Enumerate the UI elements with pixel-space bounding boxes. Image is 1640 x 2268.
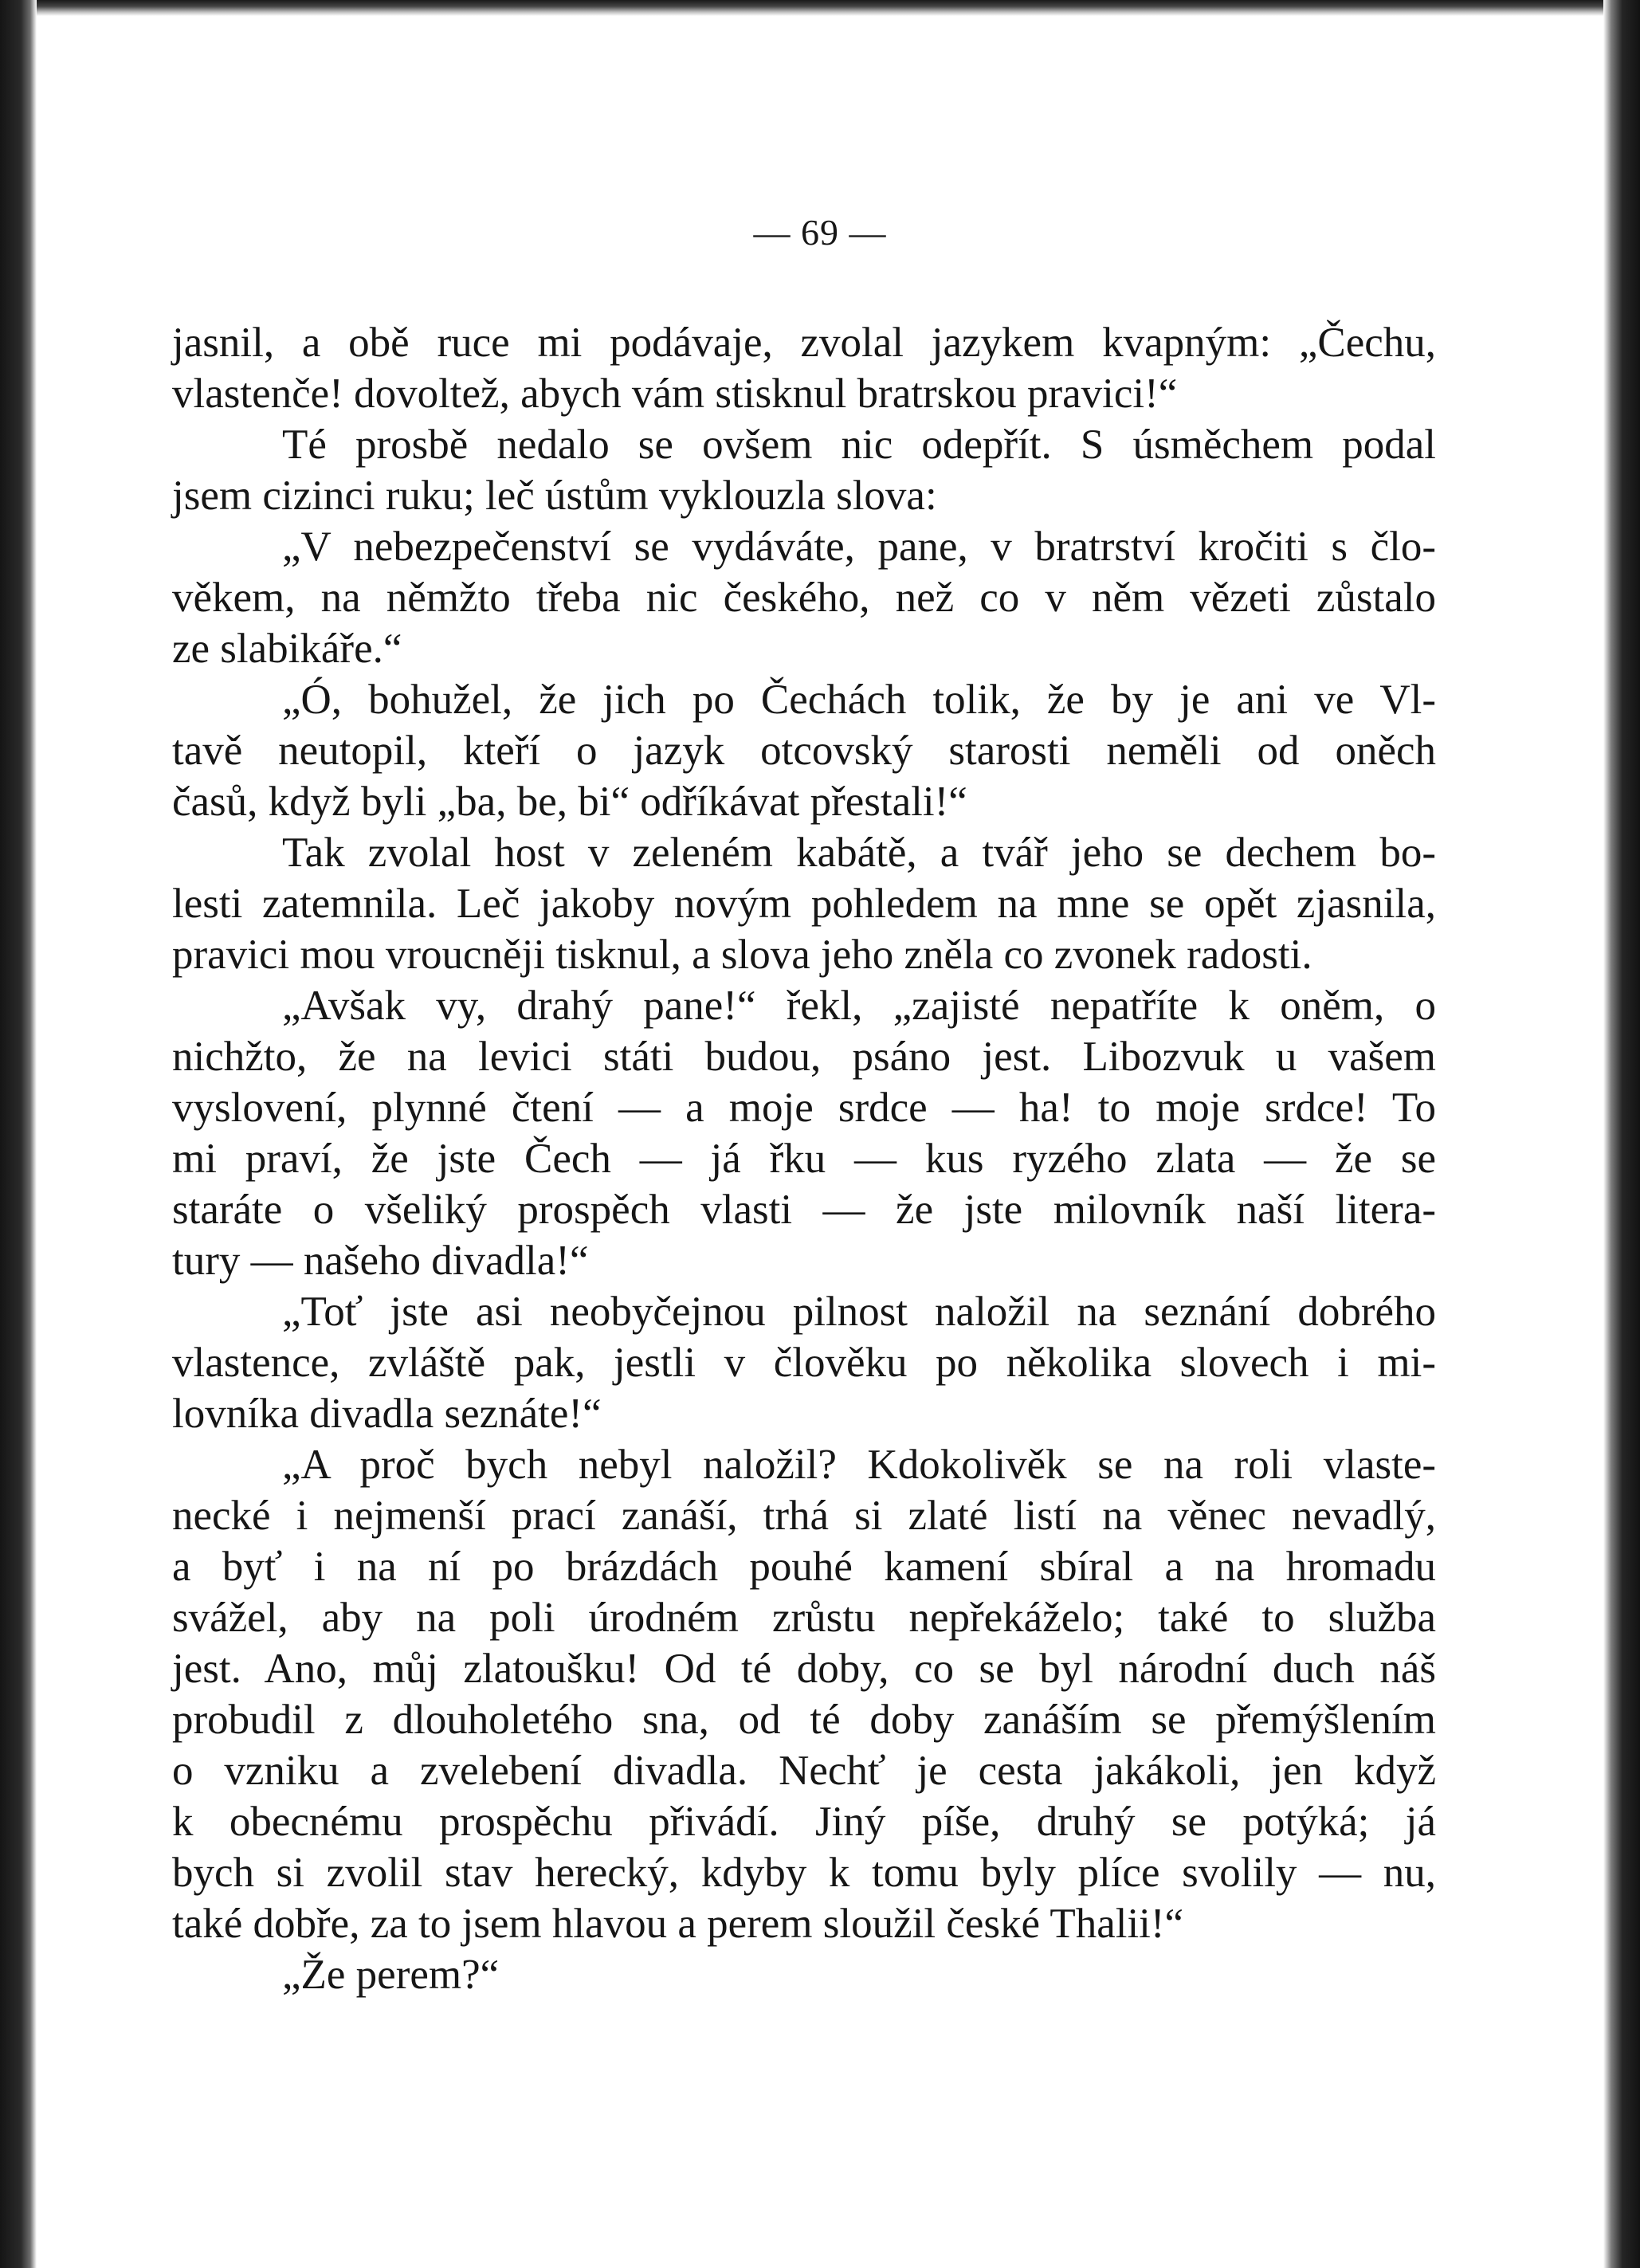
text-line: „A proč bych nebyl naložil? Kdokolivěk se na roli vlaste- — [282, 1442, 1436, 1488]
text-line: staráte o všeliký prospěch vlasti — že jste milovník naší litera- — [172, 1187, 1436, 1233]
text-line: lovníka divadla seznáte!“ — [172, 1391, 602, 1437]
text-line: lesti zatemnila. Leč jakoby novým pohledem na mne se opět zjasnila, — [172, 881, 1436, 927]
text-line: necké i nejmenší prací zanáší, trhá si zlaté listí na věnec nevadlý, — [172, 1493, 1436, 1539]
text-line: nichžto, že na levici státi budou, psáno jest. Libozvuk u vašem — [172, 1034, 1436, 1080]
text-line: vyslovení, plynné čtení — a moje srdce — ha! to moje srdce! To — [172, 1085, 1436, 1131]
text-line: Té prosbě nedalo se ovšem nic odepřít. S úsměchem podal — [282, 422, 1436, 468]
text-line: jest. Ano, můj zlatoušku! Od té doby, co se byl národní duch náš — [172, 1646, 1436, 1692]
scan-border-left — [0, 0, 37, 2268]
scan-border-top — [0, 0, 1640, 16]
text-line: Tak zvolal host v zeleném kabátě, a tvář jeho se dechem bo- — [282, 830, 1436, 876]
text-line: „V nebezpečenství se vydáváte, pane, v bratrství kročiti s člo- — [282, 524, 1436, 570]
page-number: — 69 — — [753, 212, 887, 253]
text-line: k obecnému prospěchu přivádí. Jiný píše, druhý se potýká; já — [172, 1799, 1436, 1845]
text-line: svážel, aby na poli úrodném zrůstu nepřekáželo; také to služba — [172, 1595, 1436, 1641]
text-line: „Toť jste asi neobyčejnou pilnost naložil na seznání dobrého — [282, 1289, 1436, 1335]
text-line: probudil z dlouholetého sna, od té doby zanáším se přemýšlením — [172, 1697, 1436, 1743]
text-line: ze slabikáře.“ — [172, 626, 402, 672]
text-line: pravici mou vroucněji tisknul, a slova jeho zněla co zvonek radosti. — [172, 932, 1312, 978]
text-line: jsem cizinci ruku; leč ústům vyklouzla slova: — [172, 473, 937, 519]
body-text — [172, 317, 1436, 2000]
text-line: mi praví, že jste Čech — já řku — kus ryzého zlata — že se — [172, 1136, 1436, 1182]
text-line: tury — našeho divadla!“ — [172, 1238, 589, 1284]
text-line: také dobře, za to jsem hlavou a perem sloužil české Thalii!“ — [172, 1901, 1184, 1947]
text-line: vlastenče! dovoltež, abych vám stisknul bratrskou pravici!“ — [172, 371, 1178, 417]
text-line: a byť i na ní po brázdách pouhé kamení sbíral a na hromadu — [172, 1544, 1436, 1590]
text-line: jasnil, a obě ruce mi podávaje, zvolal jazykem kvapným: „Čechu, — [172, 320, 1436, 366]
scan-border-right — [1603, 0, 1640, 2268]
text-line: „Ó, bohužel, že jich po Čechách tolik, že by je ani ve Vl- — [282, 677, 1436, 723]
text-line: bych si zvolil stav herecký, kdyby k tomu byly plíce svolily — nu, — [172, 1850, 1436, 1896]
text-line: vlastence, zvláště pak, jestli v člověku po několika slovech i mi- — [172, 1340, 1436, 1386]
text-line: časů, když byli „ba, be, bi“ odříkávat přestali!“ — [172, 779, 967, 825]
text-line: o vzniku a zvelebení divadla. Nechť je cesta jakákoli, jen když — [172, 1748, 1436, 1794]
text-line: tavě neutopil, kteří o jazyk otcovský starosti neměli od oněch — [172, 728, 1436, 774]
text-line: věkem, na němžto třeba nic českého, než co v něm vězeti zůstalo — [172, 575, 1436, 621]
text-line: „Avšak vy, drahý pane!“ řekl, „zajisté nepatříte k oněm, o — [282, 983, 1436, 1029]
text-line: „Že perem?“ — [282, 1952, 500, 1998]
